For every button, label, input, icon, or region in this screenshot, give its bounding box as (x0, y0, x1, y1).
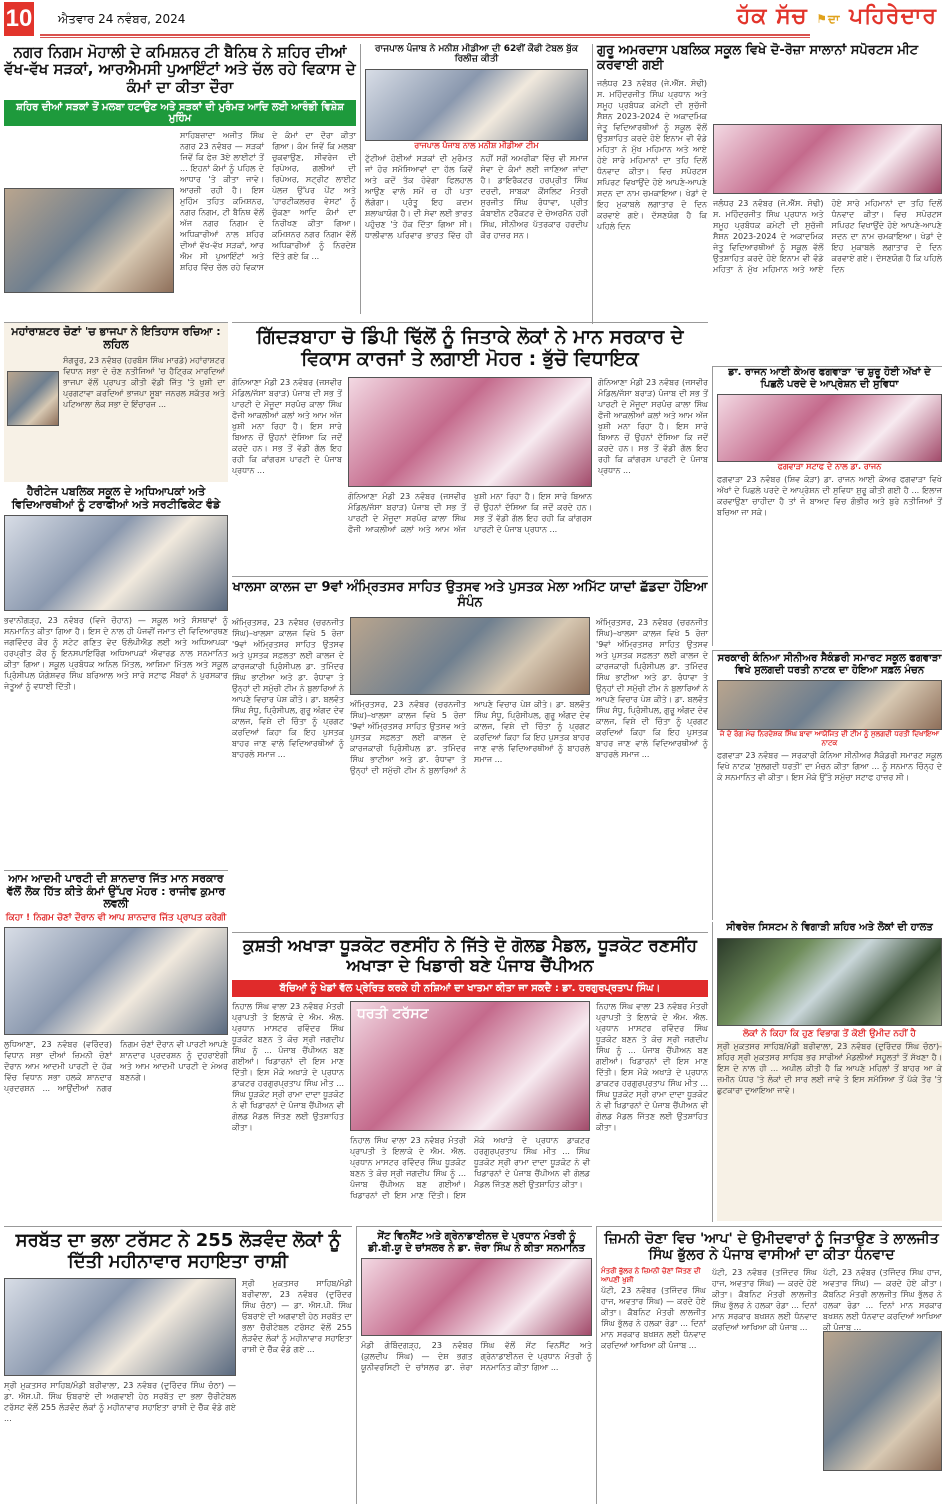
article-body: ਸੰਗਰੂਰ, 23 ਨਵੰਬਰ (ਹਰਬੰਸ ਸਿੰਘ ਮਾਰਡੇ) ਮਹਾਂਰਾਸ਼ਟਰ ਵਿਧਾਨ ਸਭਾ ਦੇ ਚੋਣ ਨਤੀਜਿਆਂ 'ਚ ਹੈਟ੍ਰਿਕ ਮਾਰਦਿਆਂ ਭਾਜਪਾ ਵੱਲੋਂ ਪ੍ਰਾਪਤ ਕੀਤੀ ਵੱਡੀ ਜਿੱਤ 'ਤੇ ਖੁਸ਼ੀ ਦਾ ਪ੍ਰਗਟਾਵਾ ਕਰਦਿਆਂ ਭਾਜਪਾ ਸੂਬਾ ਜਨਰਲ ਸਕੱਤਰ ਅਤੇ ਪਟਿਆਲਾ ਲੋਕ ਸਭਾ ਦੇ ਇੰਚਾਰਜ ... (63, 356, 225, 410)
headline: ਜ਼ਿਮਨੀ ਚੋਣਾ ਵਿਚ 'ਆਪ' ਦੇ ਉਮੀਦਵਾਰਾਂ ਨੂੰ ਜਿਤਾਉਣ ਤੇ ਲਾਲਜੀਤ ਸਿੰਘ ਭੁੱਲਰ ਨੇ ਪੰਜਾਬ ਵਾਸੀਆਂ ਦਾ ਕੀਤਾ ਧੰਨਵਾਦ (604, 1231, 939, 1264)
logo-mid: ਦਾ (828, 12, 841, 26)
headline: ਸਰਕਾਰੀ ਕੰਨਿਆ ਸੀਨੀਅਰ ਸੈਕੰਡਰੀ ਸਮਾਰਟ ਸਕੂਲ ਫਗਵਾੜਾ ਵਿਖੇ ਸੁਲਗਦੀ ਧਰਤੀ ਨਾਟਕ ਦਾ ਹੋਇਆ ਸਫ਼ਲ ਮੰਚਨ (717, 653, 942, 676)
photo-book-fair (350, 617, 590, 695)
photo-trust-beneficiaries (4, 1278, 236, 1376)
article-khalsa-college (232, 576, 708, 928)
article-gidderbaha (232, 322, 708, 572)
kicker: ਮੰਤਰੀ ਭੁੱਲਰ ਨੇ ਜ਼ਿਮਨੀ ਚੋਣਾਂ ਜਿੱਤਣ ਦੀ ਆਪਣੀ ਖੁਸ਼ੀ (601, 1267, 701, 1285)
photo-play (717, 680, 942, 730)
photo-lehal (7, 371, 59, 426)
kicker: ਲੋਕਾਂ ਨੇ ਕਿਹਾ ਕਿ ਹੁਣ ਵਿਭਾਗ ਤੋਂ ਕੋਈ ਉਮੀਦ ਨਹੀਂ ਹੈ (743, 1028, 916, 1039)
article-bhullar (596, 1226, 942, 1504)
article-sarbat-trust (4, 1226, 352, 1504)
issue-date: ਐਤਵਾਰ 24 ਨਵੰਬਰ, 2024 (58, 12, 186, 26)
headline: ਖਾਲਸਾ ਕਾਲਜ ਦਾ 9ਵਾਂ ਅੰਮ੍ਰਿਤਸਰ ਸਾਹਿਤ ਉਤਸਵ ਅਤੇ ਪੁਸਤਕ ਮੇਲਾ ਅਮਿੱਟ ਯਾਦਾਂ ਛੱਡਦਾ ਹੋਇਆ ਸੰਪੰਨ (232, 580, 708, 610)
article-body-right: ਸ੍ਰੀ ਮੁਕਤਸਰ ਸਾਹਿਬ/ਮੰਡੀ ਬਰੀਵਾਲਾ, 23 ਨਵੰਬਰ (ਦੁਰਿੰਦਰ ਸਿੰਘ ਚੰਠਾ) — ਡਾ. ਐਸ.ਪੀ. ਸਿੰਘ ਓਬਰਾਏ ਦੀ ਅਗਵਾਈ ਹੇਠ ਸਰਬੱਤ ਦਾ ਭਲਾ ਚੈਰੀਟੇਬਲ ਟਰੱਸਟ ਵੱਲੋਂ 255 ਲੋੜਵੰਦ ਲੋਕਾਂ ਨੂੰ ਮਹੀਨਾਵਾਰ ਸਹਾਇਤਾ ਰਾਸ਼ੀ ਦੇ ਚੈੱਕ ਵੰਡੇ ਗਏ ... (242, 1279, 352, 1355)
article-body: ਸਾਹਿਬਜ਼ਾਦਾ ਅਜੀਤ ਸਿੰਘ ਨਗਰ 23 ਨਵੰਬਰ — ਸੜਕਾਂ ਜਿਵੇਂ ਕਿ ਫੇਜ਼ 3ਏ ਲਾਈਟਾਂ ਤੋਂ ... ਇਹਨਾਂ ਕੰਮਾਂ ਨੂੰ ਪਹਿਲ ਦੇ ਆਧਾਰ 'ਤੇ ਕੀਤਾ ਜਾਵੇ। ਆਰਜ਼ੀ ਰਹੀ ਹੈ। ਇਸ ਮੁਹਿੰਮ ਤਹਿਤ ਕਮਿਸ਼ਨਰ, ਨਗਰ ਨਿਗਮ, ਟੀ ਬੈਨਿਥ ਵੱਲੋਂ ਅੱਜ ਨਗਰ ਨਿਗਮ ਦੇ ਅਧਿਕਾਰੀਆਂ ਨਾਲ ਸ਼ਹਿਰ ਦੀਆਂ ਵੱਖ-ਵੱਖ ਸੜਕਾਂ, ਆਰ ਐਮ ਸੀ ਪੁਆਇੰਟਾਂ ਅਤੇ ਸ਼ਹਿਰ ਵਿੱਚ ਚੱਲ ਰਹੇ ਵਿਕਾਸ ਦੇ ਕੰਮਾਂ ਦਾ ਦੌਰਾ ਕੀਤਾ ਗਿਆ। ਕੰਮ ਜਿਵੇਂ ਕਿ ਮਲਬਾ ਚੁਕਵਾਉਣ, ਸੀਵਰੇਜ ਦੀ ਰਿਪੇਅਰ, ਗਲੀਆਂ ਦੀ ਰਿਪੇਅਰ, ਸਟ੍ਰੀਟ ਲਾਈਟ ਪੋਲਜ਼ ਉੱਪਰ ਪੇਂਟ ਅਤੇ 'ਹਾਰਟੀਕਲਚਰ ਵੇਸਟ' ਨੂੰ ਚੁੱਕਣਾ ਆਦਿ ਕੰਮਾਂ ਦਾ ਨਿਰੀਖਣ ਕੀਤਾ ਗਿਆ। ਕਮਿਸ਼ਨਰ ਨਗਰ ਨਿਗਮ ਵੱਲੋਂ ਅਧਿਕਾਰੀਆਂ ਨੂੰ ਨਿਰਦੇਸ਼ ਦਿੱਤੇ ਗਏ ਕਿ ... (180, 130, 356, 272)
article-body: ਫਗਵਾੜਾ 23 ਨਵੰਬਰ (ਸ਼ਿਵ ਕੋੜਾ) ਡਾ. ਰਾਜਨ ਆਈ ਕੇਅਰ ਫਗਵਾੜਾ ਵਿਖੇ ਅੱਖਾਂ ਦੇ ਪਿਛਲੇ ਪਰਦੇ ਦੇ ਆਪ੍ਰੇਸ਼ਨ ਦੀ ਸੁਵਿਧਾ ਸ਼ੁਰੂ ਕੀਤੀ ਗਈ ਹੈ ... ਇਲਾਜ ਕਰਵਾਉਣਾ ਚਾਹੀਦਾ ਹੈ ਤਾਂ ਜੋ ਬਾਅਦ ਵਿਚ ਗੰਭੀਰ ਅਤੇ ਬੁਰੇ ਨਤੀਜਿਆਂ ਤੋਂ ਬਚਿਆ ਜਾ ਸਕੇ। (717, 475, 942, 517)
article-body: ਮੰਡੀ ਗੋਬਿੰਦਗੜ੍ਹ, 23 ਨਵੰਬਰ (ਕੁਲਦੀਪ ਸਿੰਘ) — ਦੇਸ਼ ਭਗਤ ਯੂਨੀਵਰਸਿਟੀ ਦੇ ਚਾਂਸਲਰ ਡਾ. ਜ਼ੋਰਾ ਸਿੰਘ ਵੱਲੋਂ ਸੇਂਟ ਵਿਨਸੈਂਟ ਅਤੇ ਗ੍ਰੇਨਾਡਾਈਨਜ਼ ਦੇ ਪ੍ਰਧਾਨ ਮੰਤਰੀ ਨੂੰ ਸਨਮਾਨਿਤ ਕੀਤਾ ਗਿਆ ... (361, 1341, 592, 1372)
photo-eye-care-staff (717, 394, 942, 462)
photo-mla (348, 377, 592, 487)
article-body-cont: ਜਲੰਧਰ 23 ਨਵੰਬਰ (ਜੇ.ਐੱਸ. ਸੋਢੀ) ਸ. ਮਹਿੰਦਰਜੀਤ ਸਿੰਘ ਪ੍ਰਧਾਨ ਅਤੇ ਸਮੂਹ ਪ੍ਰਬੰਧਕ ਕਮੇਟੀ ਦੀ ਸੁਚੱਜੀ ਸੈਸ਼ਨ 2023-2024 ਦੇ ਅਕਾਦਮਿਕ ਜੇਤੂ ਵਿਦਿਆਰਥੀਆਂ ਨੂੰ ਸਕੂਲ ਵੱਲੋਂ ਉਤਸ਼ਾਹਿਤ ਕਰਦੇ ਹੋਏ ਇਨਾਮ ਵੀ ਵੰਡੇ ਮਹਿਤਾ ਨੇ ਮੁੱਖ ਮਹਿਮਾਨ ਅਤੇ ਆਏ ਹੋਏ ਸਾਰੇ ਮਹਿਮਾਨਾਂ ਦਾ ਤਹਿ ਦਿਲੋਂ ਧੰਨਵਾਦ ਕੀਤਾ। ਵਿਚ ਸਪੋਰਟਸ ਸਪਿਰਟ ਵਿਖਾਉਂਦੇ ਹੋਏ ਆਪਣੇ-ਆਪਣੇ ਸਦਨ ਦਾ ਨਾਮ ਚਮਕਾਇਆ। ਖੇਡਾਂ ਦੇ ਇਹ ਮੁਕਾਬਲੇ ਲਗਾਤਾਰ ਦੋ ਦਿਨ ਕਰਵਾਏ ਗਏ। ਦੱਸਣਯੋਗ ਹੈ ਕਿ ਪਹਿਲੇ ਦਿਨ (713, 198, 942, 274)
article-kanya-school (712, 650, 942, 920)
logo-right: ਪਹਿਰੇਦਾਰ (849, 4, 937, 29)
headline: ਗਿੱਦੜਬਾਹਾ ਚੋ ਡਿੰਪੀ ਢਿੱਲੋਂ ਨੂੰ ਜਿਤਾਕੇ ਲੋਕਾਂ ਨੇ ਮਾਨ ਸਰਕਾਰ ਦੇ ਵਿਕਾਸ ਕਾਰਜਾਂ ਤੇ ਲਗਾਈ ਮੋਹਰ : ਭੁੱਚੋ ਵਿਧਾਇਕ (256, 326, 684, 370)
article-heritage-school (4, 486, 228, 866)
photo-sewage-water (717, 938, 942, 1026)
article-rajan-eye (712, 366, 942, 646)
article-maharashtra (4, 322, 228, 482)
headline: ਸੀਵਰੇਜ਼ ਸਿਸਟਮ ਨੇ ਵਿਗਾੜੀ ਸ਼ਹਿਰ ਅਤੇ ਲੋਕਾਂ ਦੀ ਹਾਲਤ (726, 922, 933, 933)
article-guru-amardas (592, 44, 942, 324)
banner-text: ਧਰਤੀ ਟਰੱਸਟ (357, 1006, 429, 1023)
article-body: ਫਗਵਾੜਾ 23 ਨਵੰਬਰ — ਸਰਕਾਰੀ ਕੰਨਿਆ ਸੀਨੀਅਰ ਸੈਕੰਡਰੀ ਸਮਾਰਟ ਸਕੂਲ ਵਿਖੇ ਨਾਟਕ 'ਸੁਲਗਦੀ ਧਰਤੀ' ਦਾ ਮੰਚਨ ਕੀਤਾ ਗਿਆ ... ਨੂੰ ਸਨਮਾਨ ਚਿੰਨ੍ਹ ਦੇ ਕੇ ਸਨਮਾਨਿਤ ਵੀ ਕੀਤਾ। ਇਸ ਮੌਕੇ ਉੱਤੇ ਸਮੁੱਚਾ ਸਟਾਫ ਹਾਜ਼ਰ ਸੀ। (717, 751, 942, 782)
article-governor-book (360, 44, 588, 314)
article-body: ਲੁਧਿਆਣਾ, 23 ਨਵੰਬਰ (ਵਰਿੰਦਰ) ਵਿਧਾਨ ਸਭਾ ਦੀਆਂ ਜ਼ਿਮਨੀ ਚੋਣਾਂ ਦੌਰਾਨ ਆਮ ਆਦਮੀ ਪਾਰਟੀ ਦੇ ਹੱਕ ਵਿੱਚ ਵਿਧਾਨ ਸਭਾ ਹਲਕੇ ਸ਼ਾਨਦਾਰ ਪ੍ਰਦਰਸ਼ਨ ... ਆਉਂਦੀਆਂ ਨਗਰ ਨਿਗਮ ਚੋਣਾਂ ਦੌਰਾਨ ਵੀ ਪਾਰਟੀ ਆਪਣੇ ਸ਼ਾਨਦਾਰ ਪ੍ਰਦਰਸ਼ਨ ਨੂੰ ਦੁਹਰਾਏਗੀ ਅਤੇ ਆਮ ਆਦਮੀ ਪਾਰਟੀ ਦੇ ਮੇਅਰ ਬਣਨਗੇ। (4, 1039, 228, 1093)
article-body: ਪੱਟੀ, 23 ਨਵੰਬਰ (ਤਜਿੰਦਰ ਸਿੰਘ ਹਾਜ, ਅਵਤਾਰ ਸਿੰਘ) — ਕਰਦੇ ਹੋਏ ਕੀਤਾ। ਕੈਬਨਿਟ ਮੰਤਰੀ ਲਾਲਜੀਤ ਸਿੰਘ ਭੁੱਲਰ ਨੇ ਹਲਕਾ ਰੋਡਾ ... ਦਿਨਾਂ ਮਾਨ ਸਰਕਾਰ ਬਖਸ਼ਨ ਲਈ ਧੰਨਵਾਦ ਕਰਦਿਆਂ ਆਖਿਆ ਕੀ ਪੰਜਾਬ ... (601, 1286, 706, 1351)
photo-inspection (4, 188, 174, 293)
article-body: ਅੰਮ੍ਰਿਤਸਰ, 23 ਨਵੰਬਰ (ਚਰਨਜੀਤ ਸਿੰਘ)–ਖਾਲਸਾ ਕਾਲਜ ਵਿਖੇ 5 ਰੋਜ਼ਾ '9ਵਾਂ ਅੰਮ੍ਰਿਤਸਰ ਸਾਹਿਤ ਉਤਸਵ ਅਤੇ ਪੁਸਤਕ ਸਫ਼ਲਤਾ ਲਈ ਕਾਲਜ ਦੇ ਕਾਰਜਕਾਰੀ ਪ੍ਰਿੰਸੀਪਲ ਡਾ. ਤਮਿੰਦਰ ਸਿੰਘ ਭਾਟੀਆ ਅਤੇ ਡਾ. ਰੰਧਾਵਾ ਤੇ ਉਨ੍ਹਾਂ ਦੀ ਸਮੁੱਚੀ ਟੀਮ ਨੇ ਬੁਲਾਰਿਆਂ ਨੇ ਆਪਣੇ ਵਿਚਾਰ ਪੇਸ਼ ਕੀਤੇ। ਡਾ. ਬਲਵੰਤ ਸਿੰਘ ਸੰਧੂ, ਪ੍ਰਿੰਸੀਪਲ, ਗੁਰੂ ਅੰਗਦ ਦੇਵ ਕਾਲਜ, ਵਿਸ਼ੇ ਦੀ ਚਿੰਤਾ ਨੂੰ ਪ੍ਰਗਟ ਕਰਦਿਆਂ ਕਿਹਾ ਕਿ ਇਹ ਪੁਸਤਕ ਬਾਹਰ ਜਾਣ ਵਾਲੇ ਵਿਦਿਆਰਥੀਆਂ ਨੂੰ ਬਾਹਰਲੇ ਸਮਾਜ ... (232, 617, 344, 759)
subheadline: ਬੱਚਿਆਂ ਨੂੰ ਖੇਡਾਂ ਵੱਲ ਪ੍ਰੇਰਿਤ ਕਰਕੇ ਹੀ ਨਸ਼ਿਆਂ ਦਾ ਖਾਤਮਾ ਕੀਤਾ ਜਾ ਸਕਦੈ : ਡਾ. ਹਰਗੁਰਪ੍ਰਤਾਪ ਸਿੰਘ। (232, 980, 708, 997)
article-body: ਸ੍ਰੀ ਮੁਕਤਸਰ ਸਾਹਿਬ/ਮੰਡੀ ਬਰੀਵਾਲਾ, 23 ਨਵੰਬਰ (ਦੁਰਿੰਦਰ ਸਿੰਘ ਚੰਠਾ) — ਡਾ. ਐਸ.ਪੀ. ਸਿੰਘ ਓਬਰਾਏ ਦੀ ਅਗਵਾਈ ਹੇਠ ਸਰਬੱਤ ਦਾ ਭਲਾ ਚੈਰੀਟੇਬਲ ਟਰੱਸਟ ਵੱਲੋਂ 255 ਲੋੜਵੰਦ ਲੋਕਾਂ ਨੂੰ ਮਹੀਨਾਵਾਰ ਸਹਾਇਤਾ ਰਾਸ਼ੀ ਦੇ ਚੈੱਕ ਵੰਡੇ ਗਏ ... (4, 1381, 236, 1424)
photo-wrestlers (350, 1001, 590, 1131)
headline: ਡਾ. ਰਾਜਨ ਆਈ ਕੇਅਰ ਫਗਵਾੜਾ 'ਚ ਸ਼ੁਰੂ ਹੋਈ ਅੱਖਾਂ ਦੇ ਪਿਛਲੇ ਪਰਦੇ ਦੇ ਆਪ੍ਰੇਸ਼ਨ ਦੀ ਸੁਵਿਧਾ (728, 367, 931, 390)
article-body-right: ਅੰਮ੍ਰਿਤਸਰ, 23 ਨਵੰਬਰ (ਚਰਨਜੀਤ ਸਿੰਘ)–ਖਾਲਸਾ ਕਾਲਜ ਵਿਖੇ 5 ਰੋਜ਼ਾ '9ਵਾਂ ਅੰਮ੍ਰਿਤਸਰ ਸਾਹਿਤ ਉਤਸਵ ਅਤੇ ਪੁਸਤਕ ਸਫ਼ਲਤਾ ਲਈ ਕਾਲਜ ਦੇ ਕਾਰਜਕਾਰੀ ਪ੍ਰਿੰਸੀਪਲ ਡਾ. ਤਮਿੰਦਰ ਸਿੰਘ ਭਾਟੀਆ ਅਤੇ ਡਾ. ਰੰਧਾਵਾ ਤੇ ਉਨ੍ਹਾਂ ਦੀ ਸਮੁੱਚੀ ਟੀਮ ਨੇ ਬੁਲਾਰਿਆਂ ਨੇ ਆਪਣੇ ਵਿਚਾਰ ਪੇਸ਼ ਕੀਤੇ। ਡਾ. ਬਲਵੰਤ ਸਿੰਘ ਸੰਧੂ, ਪ੍ਰਿੰਸੀਪਲ, ਗੁਰੂ ਅੰਗਦ ਦੇਵ ਕਾਲਜ, ਵਿਸ਼ੇ ਦੀ ਚਿੰਤਾ ਨੂੰ ਪ੍ਰਗਟ ਕਰਦਿਆਂ ਕਿਹਾ ਕਿ ਇਹ ਪੁਸਤਕ ਬਾਹਰ ਜਾਣ ਵਾਲੇ ਵਿਦਿਆਰਥੀਆਂ ਨੂੰ ਬਾਹਰਲੇ ਸਮਾਜ ... (596, 617, 708, 759)
headline: ਆਮ ਆਦਮੀ ਪਾਰਟੀ ਦੀ ਸ਼ਾਨਦਾਰ ਜਿੱਤ ਮਾਨ ਸਰਕਾਰ ਵੱਲੋਂ ਲੋਕ ਹਿੱਤ ਕੀਤੇ ਕੰਮਾਂ ਉੱਪਰ ਮੋਹਰ : ਰਾਜੀਵ ਕੁਮਾਰ ਲਵਲੀ (6, 872, 226, 911)
photo-celebration (823, 1331, 942, 1471)
article-body-cont: ਅੰਮ੍ਰਿਤਸਰ, 23 ਨਵੰਬਰ (ਚਰਨਜੀਤ ਸਿੰਘ)–ਖਾਲਸਾ ਕਾਲਜ ਵਿਖੇ 5 ਰੋਜ਼ਾ '9ਵਾਂ ਅੰਮ੍ਰਿਤਸਰ ਸਾਹਿਤ ਉਤਸਵ ਅਤੇ ਪੁਸਤਕ ਸਫ਼ਲਤਾ ਲਈ ਕਾਲਜ ਦੇ ਕਾਰਜਕਾਰੀ ਪ੍ਰਿੰਸੀਪਲ ਡਾ. ਤਮਿੰਦਰ ਸਿੰਘ ਭਾਟੀਆ ਅਤੇ ਡਾ. ਰੰਧਾਵਾ ਤੇ ਉਨ੍ਹਾਂ ਦੀ ਸਮੁੱਚੀ ਟੀਮ ਨੇ ਬੁਲਾਰਿਆਂ ਨੇ ਆਪਣੇ ਵਿਚਾਰ ਪੇਸ਼ ਕੀਤੇ। ਡਾ. ਬਲਵੰਤ ਸਿੰਘ ਸੰਧੂ, ਪ੍ਰਿੰਸੀਪਲ, ਗੁਰੂ ਅੰਗਦ ਦੇਵ ਕਾਲਜ, ਵਿਸ਼ੇ ਦੀ ਚਿੰਤਾ ਨੂੰ ਪ੍ਰਗਟ ਕਰਦਿਆਂ ਕਿਹਾ ਕਿ ਇਹ ਪੁਸਤਕ ਬਾਹਰ ਜਾਣ ਵਾਲੇ ਵਿਦਿਆਰਥੀਆਂ ਨੂੰ ਬਾਹਰਲੇ ਸਮਾਜ ... (350, 699, 590, 775)
article-body-cont: ਗੋਨਿਆਣਾ ਮੰਡੀ 23 ਨਵੰਬਰ (ਜਸਵੀਰ ਮੰਡਿਲ/ਜੱਸਾ ਬਰਾੜ) ਪੰਜਾਬ ਦੀ ਸਭ ਤੋਂ ਪਾਰਟੀ ਦੇ ਮੌਜੂਦਾ ਸਰਪੰਚ ਕਾਲਾ ਸਿੰਘ ਫੌਜੀ ਆਕਲੀਆਂ ਕਲਾਂ ਅਤੇ ਆਮ ਅੱਜ ਖੁਸ਼ੀ ਮਨਾ ਰਿਹਾ ਹੈ। ਇਸ ਸਾਰੇ ਬਿਆਨ ਚੋਂ ਉਹਨਾਂ ਦੱਸਿਆ ਕਿ ਜਦੋਂ ਕਰਦੇ ਹਨ। ਸਭ ਤੋਂ ਵੱਡੀ ਗੱਲ ਇਹ ਰਹੀ ਕਿ ਕਾਂਗਰਸ ਪਾਰਟੀ ਦੇ ਪੰਜਾਬ ਪ੍ਰਧਾਨ ... (348, 491, 592, 534)
photo-caption: ਰਾਜਪਾਲ ਪੰਜਾਬ ਨਾਲ ਮਨੀਸ਼ ਮੀਡੀਆ ਟੀਮ (414, 140, 539, 150)
article-body-right: ਗੋਨਿਆਣਾ ਮੰਡੀ 23 ਨਵੰਬਰ (ਜਸਵੀਰ ਮੰਡਿਲ/ਜੱਸਾ ਬਰਾੜ) ਪੰਜਾਬ ਦੀ ਸਭ ਤੋਂ ਪਾਰਟੀ ਦੇ ਮੌਜੂਦਾ ਸਰਪੰਚ ਕਾਲਾ ਸਿੰਘ ਫੌਜੀ ਆਕਲੀਆਂ ਕਲਾਂ ਅਤੇ ਆਮ ਅੱਜ ਖੁਸ਼ੀ ਮਨਾ ਰਿਹਾ ਹੈ। ਇਸ ਸਾਰੇ ਬਿਆਨ ਚੋਂ ਉਹਨਾਂ ਦੱਸਿਆ ਕਿ ਜਦੋਂ ਕਰਦੇ ਹਨ। ਸਭ ਤੋਂ ਵੱਡੀ ਗੱਲ ਇਹ ਰਹੀ ਕਿ ਕਾਂਗਰਸ ਪਾਰਟੀ ਦੇ ਪੰਜਾਬ ਪ੍ਰਧਾਨ ... (598, 377, 708, 475)
photo-trophies (4, 515, 228, 611)
photo-caption: ਜੇ ਦੇ ਰੰਗ ਮੰਚ ਨਿਰਦੇਸ਼ਕ ਸਿੰਘ ਬਾਵਾ ਆਯੋਜਿਤ ਦੀ ਟੀਮ ਨੂੰ ਸੁਲਗਦੀ ਧਰਤੀ ਦਿਖਾਇਆ ਨਾਟਕ (719, 730, 940, 747)
article-body-right: ਪੱਟੀ, 23 ਨਵੰਬਰ (ਤਜਿੰਦਰ ਸਿੰਘ ਹਾਜ, ਅਵਤਾਰ ਸਿੰਘ) — ਕਰਦੇ ਹੋਏ ਕੀਤਾ। ਕੈਬਨਿਟ ਮੰਤਰੀ ਲਾਲਜੀਤ ਸਿੰਘ ਭੁੱਲਰ ਨੇ ਹਲਕਾ ਰੋਡਾ ... ਦਿਨਾਂ ਮਾਨ ਸਰਕਾਰ ਬਖਸ਼ਨ ਲਈ ਧੰਨਵਾਦ ਕਰਦਿਆਂ ਆਖਿਆ ਕੀ ਪੰਜਾਬ ... (823, 1268, 942, 1333)
article-body: ਸ੍ਰੀ ਮੁਕਤਸਰ ਸਾਹਿਬ/ਮੰਡੀ ਬਰੀਵਾਲਾ, 23 ਨਵੰਬਰ (ਦੁਰਿੰਦਰ ਸਿੰਘ ਚੰਠਾ)-ਸ਼ਹਿਰ ਸ੍ਰੀ ਮੁਕਤਸਰ ਸਾਹਿਬ ਭਰ ਸਾਰੀਆਂ ਮੰਡਲੀਆਂ ਸਹੂਲਤਾਂ ਤੋਂ ਸੱਖਣਾ ਹੈ। ਇਸ ਦੇ ਨਾਲ ਹੀ ... ਅਪੀਲ ਕੀਤੀ ਹੈ ਕਿ ਆਪਣੇ ਮਹਿਲਾਂ ਤੋਂ ਬਾਹਰ ਆ ਕੇ ਜ਼ਮੀਨ ਪੱਧਰ 'ਤੇ ਲੋਕਾਂ ਦੀ ਸਾਰ ਲਈ ਜਾਵੇ ਤੇ ਇਸ ਸਮੱਸਿਆ ਤੋਂ ਪੱਕੇ ਤੌਰ 'ਤੇ ਛੁਟਕਾਰਾ ਦੁਆਇਆ ਜਾਵੇ। (717, 1041, 942, 1221)
article-st-vincent (356, 1226, 592, 1504)
masthead-rule (40, 34, 810, 38)
subheadline: ਸ਼ਹਿਰ ਦੀਆਂ ਸੜਕਾਂ ਤੋਂ ਮਲਬਾ ਹਟਾਉਣ ਅਤੇ ਸੜਕਾਂ ਦੀ ਮੁਰੰਮਤ ਆਦਿ ਲਈ ਆਰੰਭੀ ਵਿਸ਼ੇਸ਼ ਮੁਹਿੰਮ (4, 100, 356, 126)
headline: ਕੁਸ਼ਤੀ ਅਖਾੜਾ ਧੂੜਕੋਟ ਰਣਸੀਂਹ ਨੇ ਜਿੱਤੇ ਦੋ ਗੋਲਡ ਮੈਡਲ, ਧੂੜਕੋਟ ਰਣਸੀਂਹ ਅਖਾੜਾ ਦੇ ਖਿਡਾਰੀ ਬਣੇ ਪੰਜਾਬ ਚੈਂਪੀਅਨ (243, 936, 697, 976)
photo-governor (365, 69, 588, 141)
article-body-right: ਨਿਹਾਲ ਸਿੰਘ ਵਾਲਾ 23 ਨਵੰਬਰ ਮੰਤਰੀ ਪ੍ਰਾਪਤੀ ਤੇ ਇਲਾਕੇ ਦੇ ਐਮ. ਐਲ. ਪ੍ਰਧਾਨ ਮਾਸਟਰ ਰਵਿੰਦਰ ਸਿੰਘ ਧੂੜਕੋਟ ਬਣਨ ਤੇ ਕੋਚ ਸ੍ਰੀ ਜਗਦੀਪ ਸਿੰਘ ਨੂੰ ... ਪੰਜਾਬ ਚੈਂਪੀਅਨ ਬਣ ਗਈਆਂ। ਖਿਡਾਰਨਾਂ ਦੀ ਇਸ ਮਾਣ ਦਿੱਤੀ। ਇਸ ਮੌਕੇ ਅਖਾੜੇ ਦੇ ਪ੍ਰਧਾਨ ਡਾਕਟਰ ਹਰਗੁਰਪ੍ਰਤਾਪ ਸਿੰਘ ਮੀਤ ... ਸਿੰਘ ਧੂੜਕੋਟ ਸ੍ਰੀ ਰਾਮਾ ਦਾਦਾ ਧੂੜਕੋਟ ਨੇ ਵੀ ਖਿਡਾਰਨਾਂ ਦੇ ਪੰਜਾਬ ਚੈਂਪੀਅਨ ਵੀ ਗੋਲਡ ਮੈਡਲ ਜਿੱਤਣ ਲਈ ਉਤਸ਼ਾਹਿਤ ਕੀਤਾ। (596, 1002, 708, 1133)
headline: ਗੁਰੂ ਅਮਰਦਾਸ ਪਬਲਿਕ ਸਕੂਲ ਵਿਖੇ ਦੋ-ਰੋਜ਼ਾ ਸਾਲਾਨਾਂ ਸਪੋਰਟਸ ਮੀਟ ਕਰਵਾਈ ਗਈ (597, 43, 919, 73)
article-mohali (4, 44, 356, 316)
article-body: ਭਵਾਨੀਗੜ੍ਹ, 23 ਨਵੰਬਰ (ਵਿਜੇ ਚੌਹਾਨ) — ਸਕੂਲ ਅਤੇ ਸੰਸਥਾਵਾਂ ਨੂੰ ਸਨਮਾਨਿਤ ਕੀਤਾ ਗਿਆ ਹੈ। ਇਸ ਦੇ ਨਾਲ ਹੀ ਪੰਜਵੀਂ ਜਮਾਤ ਦੀ ਵਿਦਿਆਰਥਣ ਜਗਵਿੰਦਰ ਕੌਰ ਨੂੰ ਸਟੇਟ ਗਣਿਤ ਵੇਦ ਓਲੰਪੀਐਡ ਲਈ ਅਤੇ ਅਧਿਆਪਕਾ ਹਰਪ੍ਰੀਤ ਕੌਰ ਨੂੰ ਇਨਸਪਾਇਰਿੰਗ ਅਧਿਆਪਕਾਂ ਐਵਾਰਡ ਨਾਲ ਸਨਮਾਨਿਤ ਕੀਤਾ ਗਿਆ। ਸਕੂਲ ਪ੍ਰਬੰਧਕ ਅਨਿਲ ਮਿੱਤਲ, ਆਸ਼ਿਮਾ ਮਿੱਤਲ ਅਤੇ ਸਕੂਲ ਪ੍ਰਿੰਸੀਪਲ ਯੋਗੇਸ਼ਵਰ ਸਿੰਘ ਬਰਿਆਲ ਅਤੇ ਸਾਰੇ ਸਟਾਫ ਮੈਂਬਰਾਂ ਨੇ ਪੁਰਸਕਾਰ ਜੇਤੂਆਂ ਨੂੰ ਵਧਾਈ ਦਿੱਤੀ। (4, 616, 228, 692)
article-body: ਗੋਨਿਆਣਾ ਮੰਡੀ 23 ਨਵੰਬਰ (ਜਸਵੀਰ ਮੰਡਿਲ/ਜੱਸਾ ਬਰਾੜ) ਪੰਜਾਬ ਦੀ ਸਭ ਤੋਂ ਪਾਰਟੀ ਦੇ ਮੌਜੂਦਾ ਸਰਪੰਚ ਕਾਲਾ ਸਿੰਘ ਫੌਜੀ ਆਕਲੀਆਂ ਕਲਾਂ ਅਤੇ ਆਮ ਅੱਜ ਖੁਸ਼ੀ ਮਨਾ ਰਿਹਾ ਹੈ। ਇਸ ਸਾਰੇ ਬਿਆਨ ਚੋਂ ਉਹਨਾਂ ਦੱਸਿਆ ਕਿ ਜਦੋਂ ਕਰਦੇ ਹਨ। ਸਭ ਤੋਂ ਵੱਡੀ ਗੱਲ ਇਹ ਰਹੀ ਕਿ ਕਾਂਗਰਸ ਪਾਰਟੀ ਦੇ ਪੰਜਾਬ ਪ੍ਰਧਾਨ ... (232, 377, 342, 475)
article-wrestling (232, 932, 708, 1222)
photo-sports-meet (713, 124, 942, 194)
article-aap-lovely (4, 870, 228, 1220)
article-body: ਨਿਹਾਲ ਸਿੰਘ ਵਾਲਾ 23 ਨਵੰਬਰ ਮੰਤਰੀ ਪ੍ਰਾਪਤੀ ਤੇ ਇਲਾਕੇ ਦੇ ਐਮ. ਐਲ. ਪ੍ਰਧਾਨ ਮਾਸਟਰ ਰਵਿੰਦਰ ਸਿੰਘ ਧੂੜਕੋਟ ਬਣਨ ਤੇ ਕੋਚ ਸ੍ਰੀ ਜਗਦੀਪ ਸਿੰਘ ਨੂੰ ... ਪੰਜਾਬ ਚੈਂਪੀਅਨ ਬਣ ਗਈਆਂ। ਖਿਡਾਰਨਾਂ ਦੀ ਇਸ ਮਾਣ ਦਿੱਤੀ। ਇਸ ਮੌਕੇ ਅਖਾੜੇ ਦੇ ਪ੍ਰਧਾਨ ਡਾਕਟਰ ਹਰਗੁਰਪ੍ਰਤਾਪ ਸਿੰਘ ਮੀਤ ... ਸਿੰਘ ਧੂੜਕੋਟ ਸ੍ਰੀ ਰਾਮਾ ਦਾਦਾ ਧੂੜਕੋਟ ਨੇ ਵੀ ਖਿਡਾਰਨਾਂ ਦੇ ਪੰਜਾਬ ਚੈਂਪੀਅਨ ਵੀ ਗੋਲਡ ਮੈਡਲ ਜਿੱਤਣ ਲਈ ਉਤਸ਼ਾਹਿਤ ਕੀਤਾ। (232, 1002, 344, 1133)
photo-lovely-mann (4, 927, 228, 1035)
photo-caption: ਫਗਵਾੜਾ ਸਟਾਫ ਦੇ ਨਾਲ ਡਾ. ਰਾਜਨ (777, 462, 882, 471)
article-body: ਟੁੱਟੀਆਂ ਹੋਈਆਂ ਸੜਕਾਂ ਦੀ ਮੁਰੰਮਤ ਜਾਂ ਹੋਰ ਸਮੱਸਿਆਵਾਂ ਦਾ ਹੱਲ ਕਿਵੇਂ ਅਤੇ ਕਦੋਂ ਤੱਕ ਹੋਵੇਗਾ ਫਿਲਹਾਲ ਆਉਣ ਵਾਲੇ ਸਮੇਂ ਚ ਹੀ ਪਤਾ ਲੱਗੇਗਾ। ਪ੍ਰੰਤੂ ਇਹ ਕਦਮ ਸ਼ਲਾਘਾਯੋਗ ਹੈ। ਦੀ ਸੇਵਾ ਲਈ ਭਾਰਤ ਪਹੁੰਚਣ 'ਤੇ ਹੱਕ ਦਿੱਤਾ ਗਿਆ ਸੀ। ਧਾਲੀਵਾਲ ਪਰਿਵਾਰ ਭਾਰਤ ਵਿੱਚ ਹੀ ਨਹੀਂ ਸਗੋਂ ਅਮਰੀਕਾ ਵਿੱਚ ਵੀ ਸਮਾਜ ਸੇਵਾ ਦੇ ਕੰਮਾਂ ਲਈ ਜਾਣਿਆ ਜਾਂਦਾ ਹੈ। ਡਾਇਰੈਕਟਰ ਹਰਪ੍ਰੀਤ ਸਿੰਘ ਦਰਦੀ, ਸਾਬਕਾ ਕੌਂਸਲਿਟ ਮੰਤਰੀ ਸੁਰਜੀਤ ਸਿੰਘ ਰੰਧਾਵਾ, ਪ੍ਰੀਤ ਕੰਬਾਈਨ ਟਰੈਕਟਰ ਦੇ ਚੇਅਰਮੈਨ ਹਰੀ ਸਿੰਘ, ਸੀਨੀਅਰ ਪੱਤਰਕਾਰ ਹਰਦੀਪ ਕੌਰ ਹਾਜ਼ਰ ਸਨ। (365, 153, 588, 240)
headline: ਰਾਜਪਾਲ ਪੰਜਾਬ ਨੇ ਮਨੀਸ਼ ਮੀਡੀਆ ਦੀ 62ਵੀਂ ਕੌਫੀ ਟੇਬਲ ਬੁੱਕ ਰਿਲੀਜ਼ ਕੀਤੀ (375, 44, 578, 65)
article-body-cont: ਨਿਹਾਲ ਸਿੰਘ ਵਾਲਾ 23 ਨਵੰਬਰ ਮੰਤਰੀ ਪ੍ਰਾਪਤੀ ਤੇ ਇਲਾਕੇ ਦੇ ਐਮ. ਐਲ. ਪ੍ਰਧਾਨ ਮਾਸਟਰ ਰਵਿੰਦਰ ਸਿੰਘ ਧੂੜਕੋਟ ਬਣਨ ਤੇ ਕੋਚ ਸ੍ਰੀ ਜਗਦੀਪ ਸਿੰਘ ਨੂੰ ... ਪੰਜਾਬ ਚੈਂਪੀਅਨ ਬਣ ਗਈਆਂ। ਖਿਡਾਰਨਾਂ ਦੀ ਇਸ ਮਾਣ ਦਿੱਤੀ। ਇਸ ਮੌਕੇ ਅਖਾੜੇ ਦੇ ਪ੍ਰਧਾਨ ਡਾਕਟਰ ਹਰਗੁਰਪ੍ਰਤਾਪ ਸਿੰਘ ਮੀਤ ... ਸਿੰਘ ਧੂੜਕੋਟ ਸ੍ਰੀ ਰਾਮਾ ਦਾਦਾ ਧੂੜਕੋਟ ਨੇ ਵੀ ਖਿਡਾਰਨਾਂ ਦੇ ਪੰਜਾਬ ਚੈਂਪੀਅਨ ਵੀ ਗੋਲਡ ਮੈਡਲ ਜਿੱਤਣ ਲਈ ਉਤਸ਼ਾਹਿਤ ਕੀਤਾ। (350, 1136, 590, 1201)
article-body: ਜਲੰਧਰ 23 ਨਵੰਬਰ (ਜੇ.ਐੱਸ. ਸੋਢੀ) ਸ. ਮਹਿੰਦਰਜੀਤ ਸਿੰਘ ਪ੍ਰਧਾਨ ਅਤੇ ਸਮੂਹ ਪ੍ਰਬੰਧਕ ਕਮੇਟੀ ਦੀ ਸੁਚੱਜੀ ਸੈਸ਼ਨ 2023-2024 ਦੇ ਅਕਾਦਮਿਕ ਜੇਤੂ ਵਿਦਿਆਰਥੀਆਂ ਨੂੰ ਸਕੂਲ ਵੱਲੋਂ ਉਤਸ਼ਾਹਿਤ ਕਰਦੇ ਹੋਏ ਇਨਾਮ ਵੀ ਵੰਡੇ ਮਹਿਤਾ ਨੇ ਮੁੱਖ ਮਹਿਮਾਨ ਅਤੇ ਆਏ ਹੋਏ ਸਾਰੇ ਮਹਿਮਾਨਾਂ ਦਾ ਤਹਿ ਦਿਲੋਂ ਧੰਨਵਾਦ ਕੀਤਾ। ਵਿਚ ਸਪੋਰਟਸ ਸਪਿਰਟ ਵਿਖਾਉਂਦੇ ਹੋਏ ਆਪਣੇ-ਆਪਣੇ ਸਦਨ ਦਾ ਨਾਮ ਚਮਕਾਇਆ। ਖੇਡਾਂ ਦੇ ਇਹ ਮੁਕਾਬਲੇ ਲਗਾਤਾਰ ਦੋ ਦਿਨ ਕਰਵਾਏ ਗਏ। ਦੱਸਣਯੋਗ ਹੈ ਕਿ ਪਹਿਲੇ ਦਿਨ (597, 78, 707, 231)
article-sewerage (712, 922, 942, 1222)
page-number: 10 (4, 2, 34, 36)
masthead (0, 0, 945, 40)
headline: ਨਗਰ ਨਿਗਮ ਮੋਹਾਲੀ ਦੇ ਕਮਿਸ਼ਨਰ ਟੀ ਬੈਨਿਥ ਨੇ ਸ਼ਹਿਰ ਦੀਆਂ ਵੱਖ-ਵੱਖ ਸੜਕਾਂ, ਆਰਐਮਸੀ ਪੁਆਇੰਟਾਂ ਅਤੇ ਚੱਲ ਰਹੇ ਵਿਕਾਸ ਦੇ ਕੰਮਾਂ ਦਾ ਕੀਤਾ ਦੌਰਾ (4, 43, 356, 96)
newspaper-logo (737, 4, 937, 29)
headline: ਸੇਂਟ ਵਿਨਸੈਂਟ ਅਤੇ ਗ੍ਰੇਨਾਡਾਈਨਜ਼ ਦੇ ਪ੍ਰਧਾਨ ਮੰਤਰੀ ਨੂੰ ਡੀ.ਬੀ.ਯੂ ਦੇ ਚਾਂਸਲਰ ਨੇ ਡਾ. ਜ਼ੋਰਾ ਸਿੰਘ ਨੇ ਕੀਤਾ ਸਨਮਾਨਿਤ (368, 1231, 585, 1254)
logo-flag-icon: ⚑ (816, 12, 829, 26)
photo-honour (361, 1258, 592, 1336)
article-body-mid: ਪੱਟੀ, 23 ਨਵੰਬਰ (ਤਜਿੰਦਰ ਸਿੰਘ ਹਾਜ, ਅਵਤਾਰ ਸਿੰਘ) — ਕਰਦੇ ਹੋਏ ਕੀਤਾ। ਕੈਬਨਿਟ ਮੰਤਰੀ ਲਾਲਜੀਤ ਸਿੰਘ ਭੁੱਲਰ ਨੇ ਹਲਕਾ ਰੋਡਾ ... ਦਿਨਾਂ ਮਾਨ ਸਰਕਾਰ ਬਖਸ਼ਨ ਲਈ ਧੰਨਵਾਦ ਕਰਦਿਆਂ ਆਖਿਆ ਕੀ ਪੰਜਾਬ ... (712, 1268, 817, 1333)
headline: ਹੈਰੀਟੇਜ ਪਬਲਿਕ ਸਕੂਲ ਦੇ ਅਧਿਆਪਕਾਂ ਅਤੇ ਵਿਦਿਆਰਥੀਆਂ ਨੂੰ ਟਰਾਫੀਆਂ ਅਤੇ ਸਰਟੀਫਿਕੇਟ ਵੰਡੇ (11, 485, 221, 511)
kicker: ਕਿਹਾ ! ਨਿਗਮ ਚੋਣਾਂ ਦੌਰਾਨ ਵੀ ਆਪ ਸ਼ਾਨਦਾਰ ਜਿੱਤ ਪ੍ਰਾਪਤ ਕਰੇਗੀ (5, 912, 227, 923)
headline: ਸਰਬੱਤ ਦਾ ਭਲਾ ਟਰੱਸਟ ਨੇ 255 ਲੋੜਵੰਦ ਲੋਕਾਂ ਨੂੰ ਦਿੱਤੀ ਮਹੀਨਾਵਾਰ ਸਹਾਇਤਾ ਰਾਸ਼ੀ (15, 1230, 341, 1272)
logo-left: ਹੱਕ ਸੱਚ (736, 4, 808, 29)
headline: ਮਹਾਂਰਾਸ਼ਟਰ ਚੋਣਾਂ 'ਚ ਭਾਜਪਾ ਨੇ ਇਤਿਹਾਸ ਰਚਿਆ : ਲਹਿਲ (11, 325, 221, 351)
